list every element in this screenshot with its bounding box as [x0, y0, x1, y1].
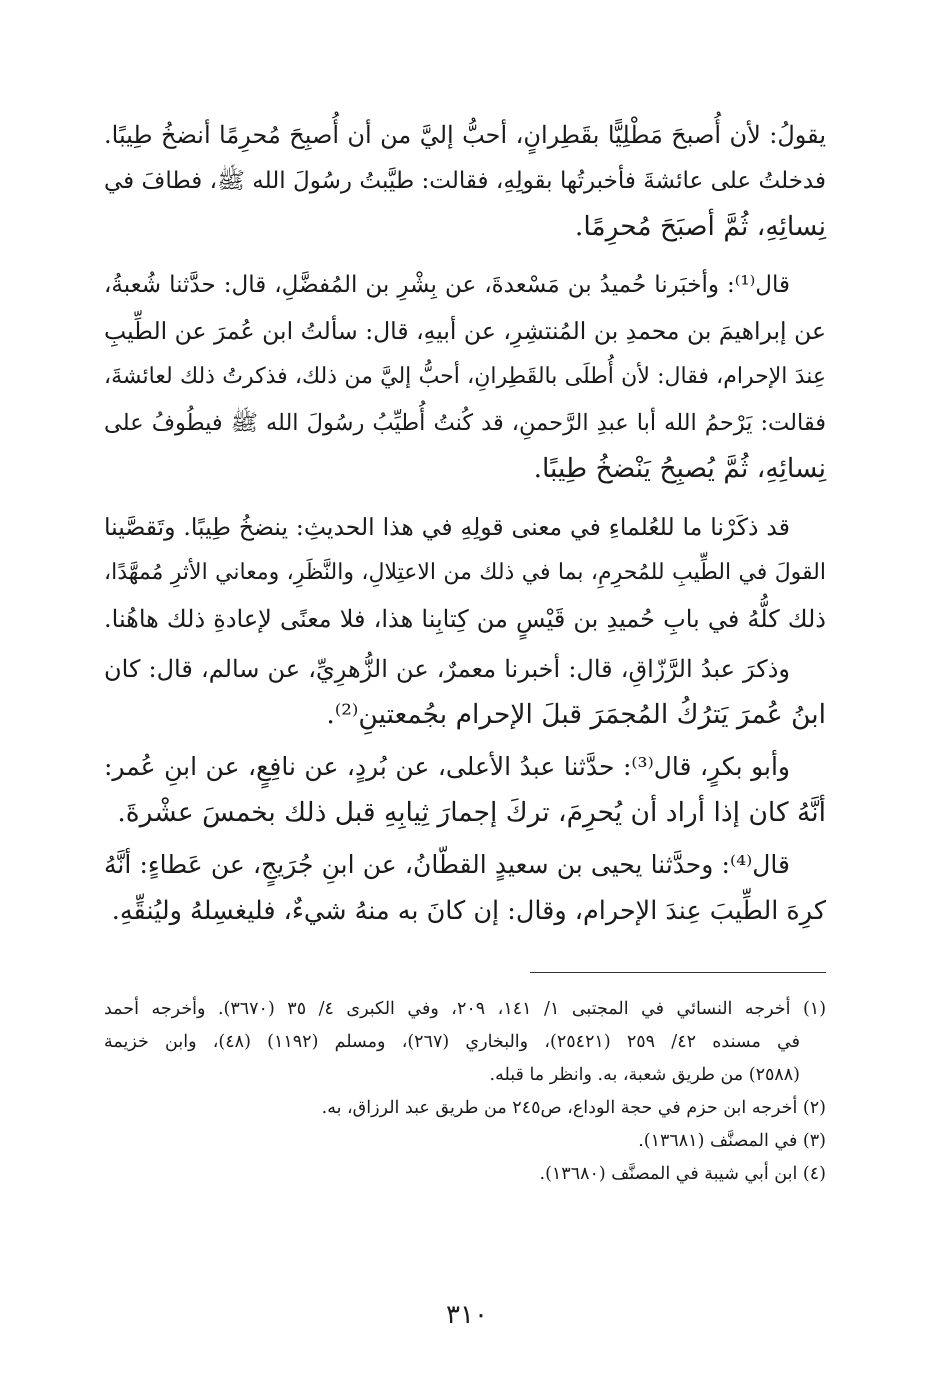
footnotes [104, 993, 826, 1191]
text-line: ابنُ عُمرَ يَترُكُ المُجمَرَ قبلَ الإحرام بجُمعتينِ⁽²⁾. [326, 699, 826, 730]
footnote-line: (١) أخرجه النسائي في المجتبى ١/ ١٤١، ٢٠٩، وفي الكبرى ٤/ ٣٥ (٣٦٧٠). وأخرجه أحمد [104, 999, 827, 1019]
text-line: فدخلتُ على عائشةَ فأخبرتُها بقولِهِ، فقالت: طيَّبتُ رسُولَ الله ﷺ، فطافَ في [104, 168, 826, 194]
footnote-4: (٤) ابن أبي شيبة في المصنَّف (١٣٦٨٠). [539, 1164, 826, 1184]
text-line: ذلك كلُّهُ في بابِ حُميدِ بن قَيْسٍ من كِتابِنا هذا، فلا معنًى لإعادةِ ذلك هاهُنا. [104, 605, 826, 633]
text-line: وأبو بكرٍ، قال⁽³⁾: حدَّثنا عبدُ الأعلى، عن بُردٍ، عن نافِعٍ، عن ابنِ عُمر: [104, 752, 790, 781]
text-line: عن إبراهيمَ بن محمدِ بن المُنتشِرِ، عن أبيهِ، قال: سألتُ ابن عُمرَ عن الطِّيبِ [104, 317, 826, 345]
text-line: يقولُ: لأن أُصبحَ مَطْلِيًّا بقَطِرانٍ، أحبُّ إليَّ من أن أُصبِحَ مُحرِمًا أنضخُ طِيبًا. [104, 121, 826, 149]
text-line: عِندَ الإحرام، فقال: لأن أُطلَى بالقَطِرانِ، أحبُّ إليَّ من ذلك، فذكرتُ ذلك لعائشةَ، [104, 364, 826, 389]
footnote-line: في مسنده ٤٢/ ٢٥٩ (٢٥٤٢١)، والبخاري (٢٦٧)، ومسلم (١١٩٢) (٤٨)، وابن خزيمة [104, 1032, 801, 1052]
footnote-1 [104, 993, 826, 1092]
text-line: أنَّهُ كان إذا أراد أن يُحرِمَ، تركَ إجمارَ ثِيابِهِ قبل ذلك بخمسَ عشْرةَ. [117, 797, 826, 828]
text-line: قد ذكَرْنا ما للعُلماءِ في معنى قولِهِ في هذا الحديثِ: ينضخُ طِيبًا. وتَقصَّينا [104, 513, 790, 541]
text-line: نِسائِهِ، ثُمَّ يُصبِحُ يَنْضخُ طِيبًا. [533, 453, 826, 484]
paragraph-2 [104, 262, 826, 492]
page-body [104, 112, 826, 1191]
text-line: نِسائِهِ، ثُمَّ أصبَحَ مُحرِمًا. [574, 211, 826, 242]
paragraph-3 [104, 504, 826, 642]
text-line: قال⁽¹⁾: وأخبَرنا حُميدُ بن مَسْعدةَ، عن بِشْرِ بن المُفضَّلِ، قال: حدَّثنا شُعبةُ، [104, 272, 790, 298]
text-line: وذكرَ عبدُ الرَّزّاقِ، قال: أخبرنا معمرٌ، عن الزُّهرِيِّ، عن سالم، قال: كان [104, 655, 790, 683]
text-line: قال⁽⁴⁾: وحدَّثنا يحيى بن سعيدٍ القطّانُ، عن ابنِ جُرَيجٍ، عن عَطاءٍ: أنَّهُ [104, 850, 790, 879]
page-number: ٣١٠ [446, 1300, 488, 1330]
footnote-3: (٣) في المصنَّف (١٣٦٨١). [638, 1131, 826, 1151]
paragraph-6 [104, 842, 826, 934]
paragraph-4 [104, 646, 826, 738]
footnote-line: (٢٥٨٨) من طريق شعبة، به. وانظر ما قبله. [489, 1065, 800, 1085]
text-line: فقالت: يَرْحمُ الله أبا عبدِ الرَّحمنِ، قد كُنتُ أُطيِّبُ رسُولَ الله ﷺ فيطُوفُ على [104, 410, 826, 436]
paragraph-5 [104, 744, 826, 836]
paragraph-1 [104, 112, 826, 250]
footnote-separator [530, 972, 826, 973]
text-line: القولَ في الطِّيبِ للمُحرِمِ، بما في ذلك من الاعتِلالِ، والنَّظَرِ، ومعاني الأثرِ مُمهَّدًا، [104, 560, 826, 585]
footnote-2: (٢) أخرجه ابن حزم في حجة الوداع، ص٢٤٥ من طريق عبد الرزاق، به. [321, 1098, 826, 1118]
text-line: كرِهَ الطِّيبَ عِندَ الإحرام، وقال: إن كانَ به منهُ شيءٌ، فليغسِلهُ وليُنقِّهِ. [111, 896, 826, 926]
